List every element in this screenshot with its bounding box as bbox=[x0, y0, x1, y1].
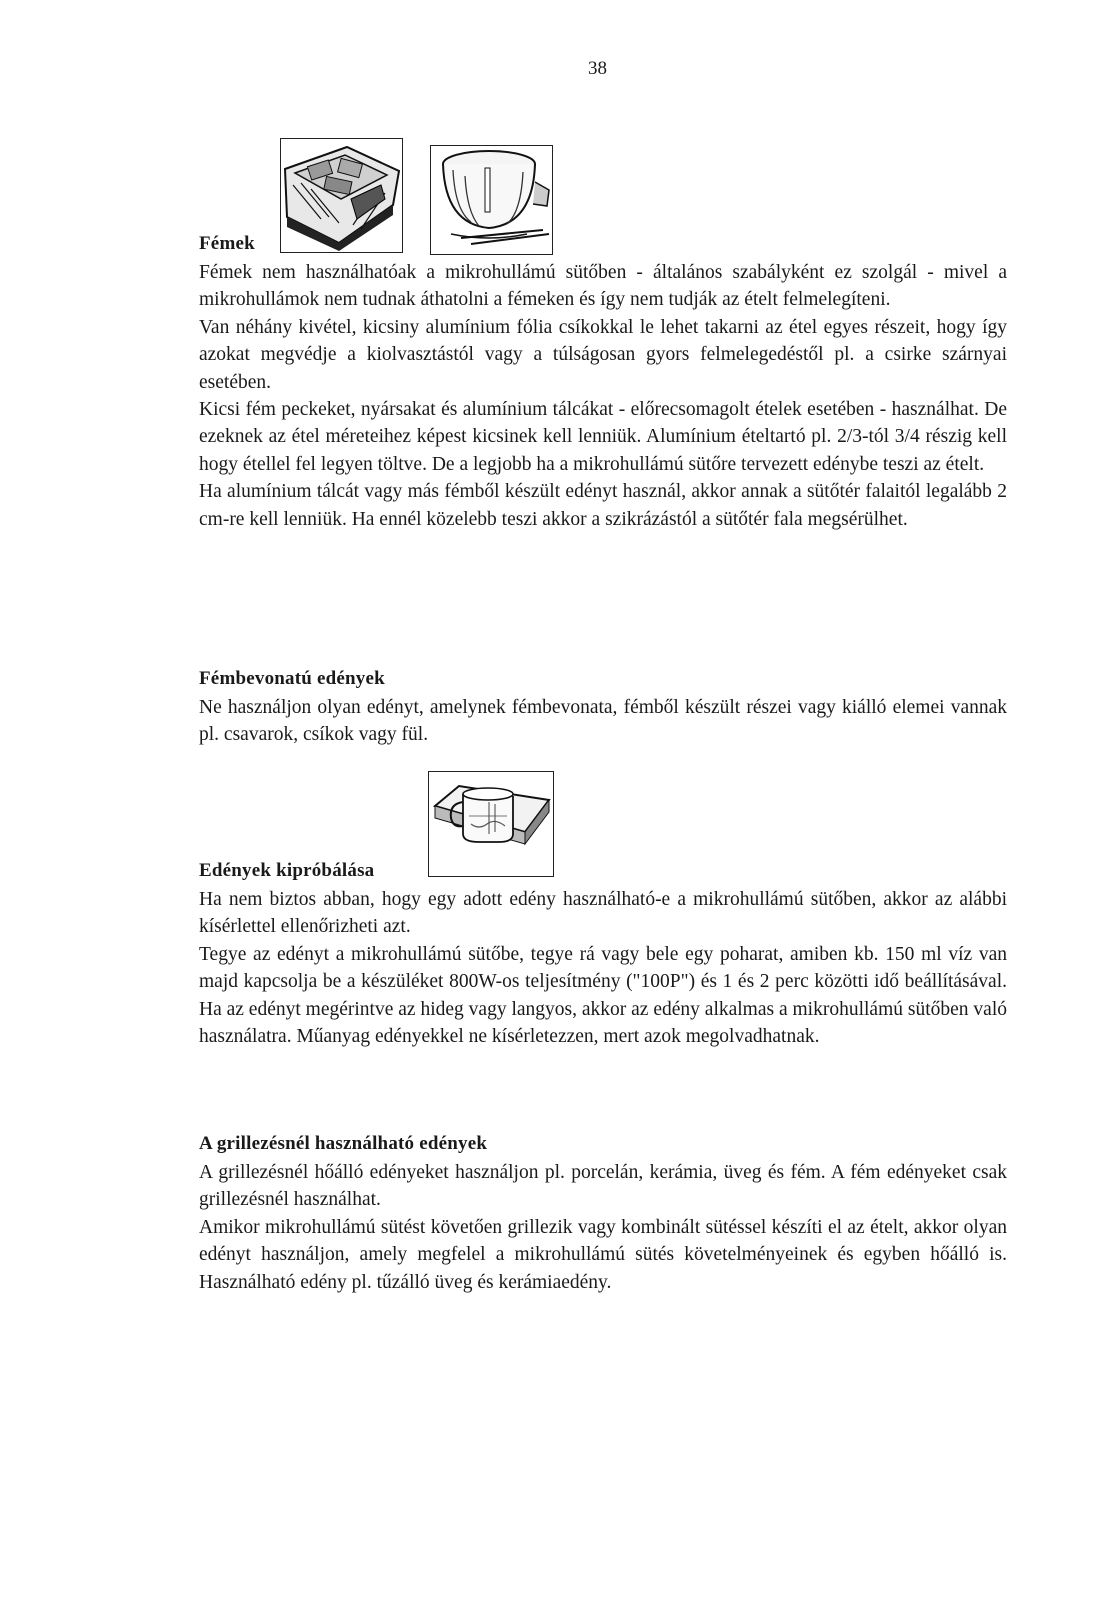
section-title-testing: Edények kipróbálása bbox=[199, 860, 375, 881]
paragraph: Tegye az edényt a mikrohullámú sütőbe, tegye rá vagy bele egy poharat, amiben kb. 150 ml víz van majd kapcsolja be a készüléket 800W-os teljesítmény ("100P") és 1 és 2 perc közötti idő beállításával. Ha az edényt megérintve az hideg vagy langyos, akkor az edény alkalmas a mikrohullámú sütőben való használatra. Műanyag edényekkel ne kísérletezzen, mert azok megolvadhatnak. bbox=[199, 943, 1007, 1048]
paragraph: Fémek nem használhatóak a mikrohullámú sütőben - általános szabályként ez szolgál - mivel a mikrohullámok nem tudnak áthatolni a fémeken és így nem tudják az ételt felmelegíteni. bbox=[199, 262, 1007, 311]
page-number: 38 bbox=[588, 58, 607, 79]
metal-tray-illustration bbox=[280, 138, 403, 253]
section-body-metal-coated bbox=[199, 694, 1007, 749]
metal-bowl-illustration bbox=[430, 145, 553, 255]
paragraph: Amikor mikrohullámú sütést követően grillezik vagy kombinált sütéssel készíti el az ételt, akkor olyan edényt használjon, amely megfelel a mikrohullámú sütés követelményeinek és egyben hőálló is. Használható edény pl. tűzálló üveg és kerámiaedény. bbox=[199, 1216, 1007, 1293]
section-body-metals bbox=[199, 259, 1007, 533]
paragraph: Kicsi fém peckeket, nyársakat és alumínium tálcákat - előrecsomagolt ételek esetében - használhat. De ezeknek az étel méreteihez képest kicsinek kell lenniük. Alumínium ételtartó pl. 2/3-tól 3/4 részig kell hogy étellel fel legyen töltve. De a legjobb ha a mikrohullámú sütőre tervezett edénybe teszi az ételt. bbox=[199, 399, 1007, 475]
paragraph: A grillezésnél hőálló edényeket használjon pl. porcelán, kerámia, üveg és fém. A fém edényeket csak grillezésnél használhat. bbox=[199, 1162, 1007, 1211]
section-title-metals: Fémek bbox=[199, 233, 255, 254]
paragraph: Ne használjon olyan edényt, amelynek fémbevonata, fémből készült részei vagy kiálló elemei vannak pl. csavarok, csíkok vagy fül. bbox=[199, 697, 1007, 746]
paragraph: Ha alumínium tálcát vagy más fémből készült edényt használ, akkor annak a sütőtér falaitól legalább 2 cm-re kell lenniük. Ha ennél közelebb teszi akkor a szikrázástól a sütőtér fala megsérülhet. bbox=[199, 481, 1007, 530]
section-title-metal-coated: Fémbevonatú edények bbox=[199, 668, 385, 689]
paragraph: Ha nem biztos abban, hogy egy adott edény használható-e a mikrohullámú sütőben, akkor az alábbi kísérlettel ellenőrizheti azt. bbox=[199, 889, 1007, 938]
paragraph: Van néhány kivétel, kicsiny alumínium fólia csíkokkal le lehet takarni az étel egyes részeit, hogy így azokat megvédje a kiolvasztástól vagy a túlságosan gyors felmelegedéstől pl. a csirke szárnyai esetében. bbox=[199, 316, 1007, 393]
section-body-grill bbox=[199, 1159, 1007, 1296]
section-title-grill: A grillezésnél használható edények bbox=[199, 1133, 488, 1154]
section-body-testing bbox=[199, 886, 1007, 1050]
jug-in-dish-illustration bbox=[428, 771, 554, 877]
